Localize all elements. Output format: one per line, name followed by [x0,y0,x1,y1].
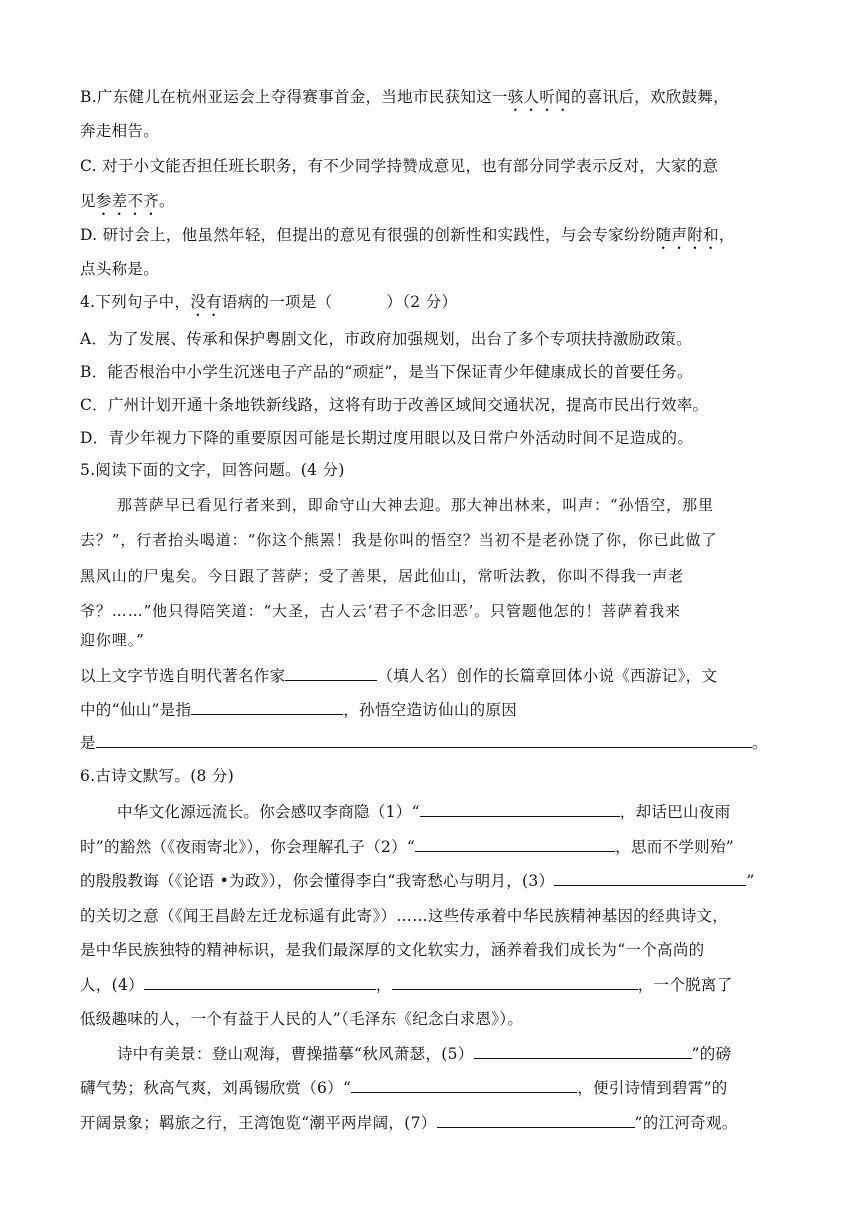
q6-line: 低级趣味的人，一个有益于人民的人”（毛泽东《纪念白求恩》）。 [80,1010,524,1028]
q6-stem: 6.古诗文默写。(8 分) [80,767,235,785]
q5-passage-line: 迎你哩。” [80,631,145,649]
q5-passage-line: 去？”，行者抬头喝道：“你这个熊罴！我是你叫的悟空？当初不是老孙饶了你，你已此做了 [80,531,718,549]
q5-question-cont: 是 。 [80,734,768,752]
q3-option-c-cont: 见参差不齐。 [80,192,175,210]
q5-passage-line: 黑风山的尸鬼矣。今日跟了菩萨；受了善果，居此仙山，常听法教，你叫不得我一声老 [80,567,685,585]
q6-line: 的关切之意（《闻王昌龄左迁龙标遥有此寄》）……这些传承着中华民族精神基因的经典诗文， [80,907,729,925]
q4-option-d: D．青少年视力下降的重要原因可能是长期过度用眼以及日常户外活动时间不足造成的。 [80,429,694,447]
q5-passage-line: 爷？……”他只得陪笑道：“大圣，古人云‘君子不念旧恶’。只管题他怎的！菩萨着我来 [80,602,681,620]
poem-blank-7[interactable] [437,1113,635,1128]
emphasized-phrase: 参差不齐 [95,192,160,210]
q6-line: 开阔景象；羁旅之行，王湾饱览“潮平两岸阔，(7） ”的江河奇观。 [80,1114,738,1132]
q5-question-cont: 中的“仙山”是指 ，孙悟空造访仙山的原因 [80,701,518,719]
q6-line: 中华文化源远流长。你会感叹李商隐（1）“ ，却话巴山夜雨 [117,803,731,821]
q3-option-c: C. 对于小文能否担任班长职务，有不少同学持赞成意见，也有部分同学表示反对，大家的意 [80,157,719,175]
poem-blank-5[interactable] [474,1044,692,1059]
emphasized-phrase: 随声附和 [655,226,719,244]
emphasized-phrase: 骇人听闻 [507,88,571,106]
q6-line: 是中华民族独特的精神标识，是我们最深厚的文化软实力，涵养着我们成长为“一个高尚的 [80,941,705,959]
q6-line: 时”的豁然（《夜雨寄北》），你会理解孔子（2）“ ，思而不学则殆” [80,838,734,856]
poem-blank-2[interactable] [415,837,615,852]
q5-question: 以上文字节选自明代著名作家 （填人名）创作的长篇章回体小说《西游记》，文 [80,667,718,685]
q6-line: 人，(4） ， ，一个脱离了 [80,976,733,994]
reason-blank[interactable] [96,733,752,748]
poem-blank-4a[interactable] [144,975,376,990]
q4-option-b: B．能否根治中小学生沉迷电子产品的“顽症”，是当下保证青少年健康成长的首要任务。 [80,363,693,381]
q3-option-d-cont: 点头称是。 [80,260,160,278]
q3-option-d: D. 研讨会上，他虽然年轻，但提出的意见有很强的创新性和实践性，与会专家纷纷随声附和， [80,226,735,244]
q6-line: 的殷殷教诲（《论语 •为政》），你会懂得李白“我寄愁心与明月，(3） ” [80,872,755,890]
xianshan-blank[interactable] [191,700,343,715]
poem-blank-6[interactable] [351,1078,577,1093]
q5-passage-line: 那菩萨早已看见行者来到，即命守山大神去迎。那大神出林来，叫声：“孙悟空，那里 [117,496,714,514]
poem-blank-3[interactable] [554,871,746,886]
emphasized-word: 没有 [190,293,222,311]
q3-option-b-cont: 奔走相告。 [80,122,160,140]
q3-option-b: B.广东健儿在杭州亚运会上夺得赛事首金，当地市民获知这一骇人听闻的喜讯后，欢欣鼓舞， [80,88,729,106]
poem-blank-4b[interactable] [392,975,638,990]
q4-option-c: C．广州计划开通十条地铁新线路，这将有助于改善区域间交通状况，提高市民出行效率。 [80,396,709,414]
author-blank[interactable] [285,666,377,681]
q5-stem: 5.阅读下面的文字，回答问题。(4 分) [80,461,345,479]
q4-option-a: A．为了发展、传承和保护粤剧文化，市政府加强规划，出台了多个专项扶持激励政策。 [80,330,692,348]
q6-line: 礴气势；秋高气爽，刘禹锡欣赏（6）“ ，便引诗情到碧霄”的 [80,1079,728,1097]
poem-blank-1[interactable] [420,802,620,817]
q4-stem: 4.下列句子中，没有语病的一项是（ ）（2 分） [80,293,458,311]
q6-line: 诗中有美景：登山观海，曹操描摹“秋风萧瑟，(5） ”的磅 [117,1045,732,1063]
